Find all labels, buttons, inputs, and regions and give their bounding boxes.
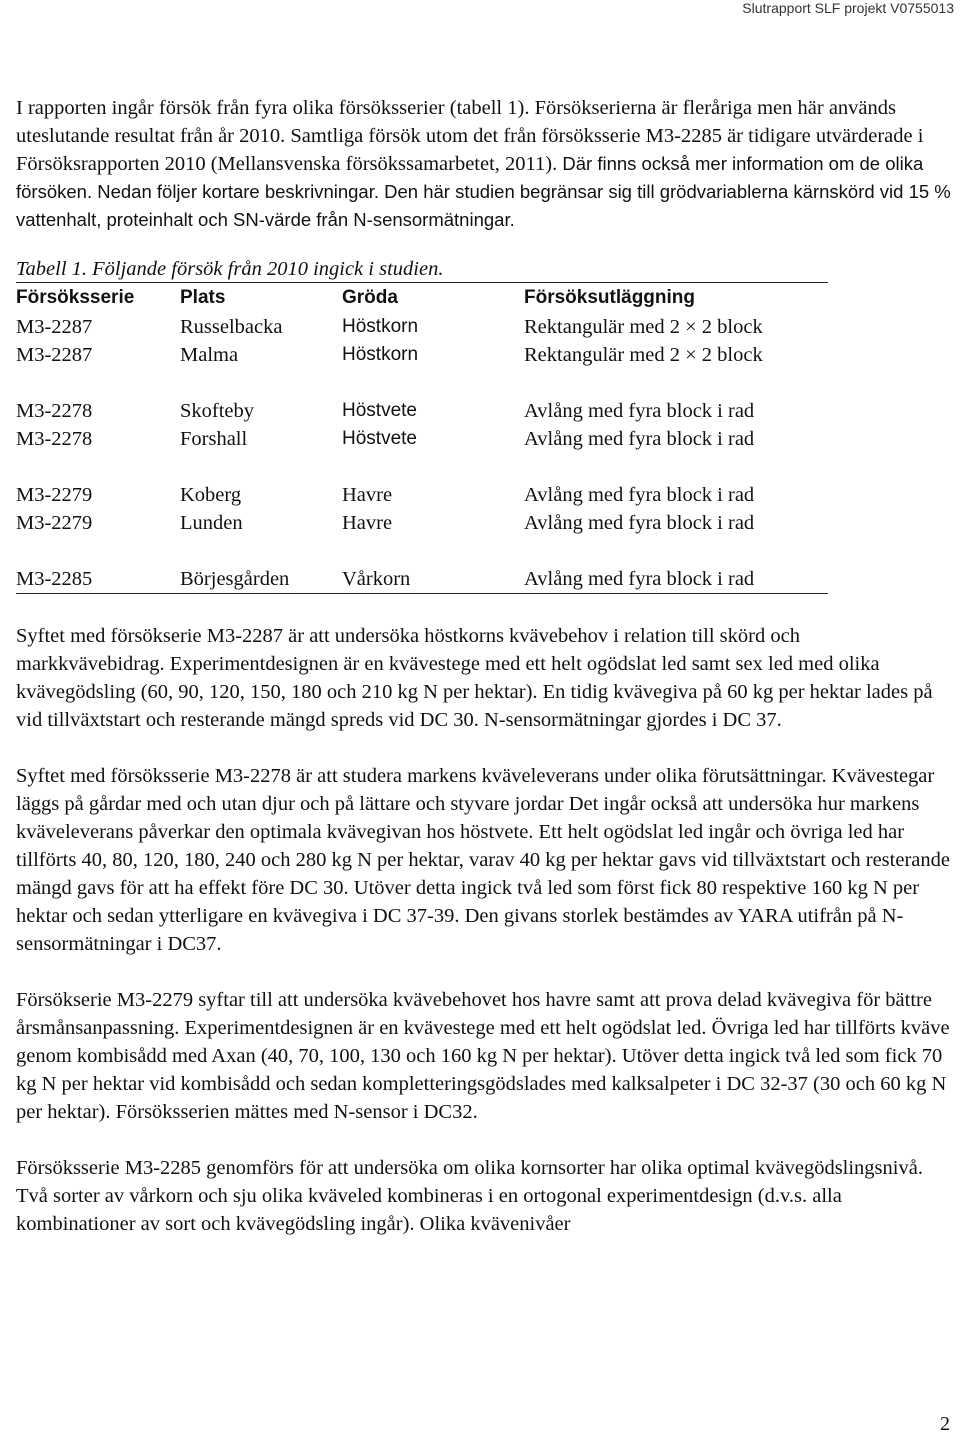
table-spacer — [16, 369, 828, 397]
cell-place: Skofteby — [180, 399, 255, 422]
paragraph-m3-2278: Syftet med försöksserie M3-2278 är att studera markens kväveleverans under olika förutsättningar. Kvävestegar läggs på gårdar med och utan djur och på lättare och styvare jordar Det ingår också att undersöka hur markens kväveleverans påverkar den optimala kvävegivan hos höstvete. Ett helt ogödslat led ingår och övriga led har tillförts 40, 80, 120, 180, 240 och 280 kg N per hektar, varav 40 kg per hektar gavs vid tillväxtstart och resterande mängd gavs för att ha effekt före DC 30. Utöver detta ingick två led som först fick 80 respektive 160 kg N per hektar och sedan ytterligare en kvävegiva i DC 37-39. Den givans storlek bestämdes av YARA utifrån på N-sensormätningar i DC37. — [16, 765, 950, 955]
table-row — [16, 565, 828, 594]
cell-crop: Höstvete — [342, 400, 417, 421]
intro-serif-text: I rapporten ingår försök från fyra olika försöksserier (tabell 1). Försökserierna är fleråriga men här används uteslutande resultat från år 2010. Samtliga försök utom det från försöksserie M3-2285 är tidigare utvärderade i Försöksrapporten 2010 (Mellansvenska försökssamarbetet, 2011). — [16, 97, 924, 175]
intro-sans-text: Där finns också mer information om de olika försöken. Nedan följer kortare beskrivningar. Den här studien begränsar sig till grödvariablerna kärnskörd vid 15 % vattenhalt, proteinhalt och SN-värde från N-sensormätningar. — [16, 153, 951, 230]
cell-series: M3-2278 — [16, 427, 93, 450]
cell-layout: Rektangulär med 2 × 2 block — [524, 343, 763, 366]
intro-paragraph — [16, 94, 952, 234]
cell-layout: Avlång med fyra block i rad — [524, 399, 755, 422]
cell-place: Forshall — [180, 427, 248, 450]
cell-crop: Havre — [342, 483, 393, 506]
page-number: 2 — [940, 1413, 950, 1435]
table-row — [16, 425, 828, 453]
header-place: Plats — [180, 287, 226, 308]
cell-series: M3-2279 — [16, 511, 93, 534]
cell-series: M3-2279 — [16, 483, 93, 506]
cell-place: Russelbacka — [180, 315, 283, 338]
paragraph-m3-2279: Försökserie M3-2279 syftar till att undersöka kvävebehovet hos havre samt att prova delad kvävegiva för bättre årsmånsanpassning. Experimentdesignen är en kvävestege med ett helt ogödslat led. Övriga led har tillförts kväve genom kombisådd med Axan (40, 70, 100, 130 och 160 kg N per hektar). Utöver detta ingick två led som fick 70 kg N per hektar vid kombisådd och sedan kompletteringsgödslades med kalksalpeter i DC 32-37 (30 och 60 kg N per hektar). Försöksserien mättes med N-sensor i DC32. — [16, 989, 950, 1123]
trials-table — [16, 282, 828, 594]
header-layout: Försöksutläggning — [524, 287, 695, 308]
paragraph-m3-2285: Försöksserie M3-2285 genomförs för att undersöka om olika kornsorter har olika optimal kvävegödslingsnivå. Två sorter av vårkorn och sju olika kväveled kombineras i en ortogonal experimentdesign (d.v.s. alla kombinationer av sort och kvävegödsling ingår). Olika kvävenivåer — [16, 1157, 923, 1235]
table-row — [16, 481, 828, 509]
cell-crop: Höstvete — [342, 428, 417, 449]
document-body — [16, 94, 952, 1238]
table-row — [16, 341, 828, 369]
cell-series: M3-2278 — [16, 399, 93, 422]
cell-layout: Avlång med fyra block i rad — [524, 427, 755, 450]
cell-series: M3-2287 — [16, 315, 93, 338]
cell-place: Lunden — [180, 511, 243, 534]
cell-crop: Höstkorn — [342, 344, 419, 365]
table-row — [16, 509, 828, 537]
table-spacer — [16, 537, 828, 565]
report-header: Slutrapport SLF projekt V0755013 — [742, 0, 954, 16]
cell-layout: Avlång med fyra block i rad — [524, 567, 755, 590]
cell-crop: Havre — [342, 511, 393, 534]
cell-place: Koberg — [180, 483, 242, 506]
cell-place: Malma — [180, 343, 239, 366]
header-series: Försöksserie — [16, 287, 135, 308]
cell-layout: Avlång med fyra block i rad — [524, 511, 755, 534]
table-row — [16, 313, 828, 341]
table-caption: Tabell 1. Följande försök från 2010 ingick i studien. — [16, 258, 444, 280]
table-spacer — [16, 453, 828, 481]
cell-series: M3-2287 — [16, 343, 93, 366]
cell-layout: Avlång med fyra block i rad — [524, 483, 755, 506]
cell-series: M3-2285 — [16, 567, 93, 590]
cell-crop: Vårkorn — [342, 567, 411, 590]
cell-crop: Höstkorn — [342, 316, 419, 337]
cell-place: Börjesgården — [180, 567, 290, 590]
header-crop: Gröda — [342, 287, 398, 308]
table-row — [16, 397, 828, 425]
table-header-row — [16, 283, 828, 314]
cell-layout: Rektangulär med 2 × 2 block — [524, 315, 763, 338]
paragraph-m3-2287: Syftet med försökserie M3-2287 är att undersöka höstkorns kvävebehov i relation till skörd och markkvävebidrag. Experimentdesignen är en kvävestege med ett helt ogödslat led samt sex led med olika kvävegödsling (60, 90, 120, 150, 180 och 210 kg N per hektar). En tidig kvävegiva på 60 kg per hektar lades på vid tillväxtstart och resterande mängd spreds vid DC 30. N-sensormätningar gjordes i DC 37. — [16, 625, 933, 731]
